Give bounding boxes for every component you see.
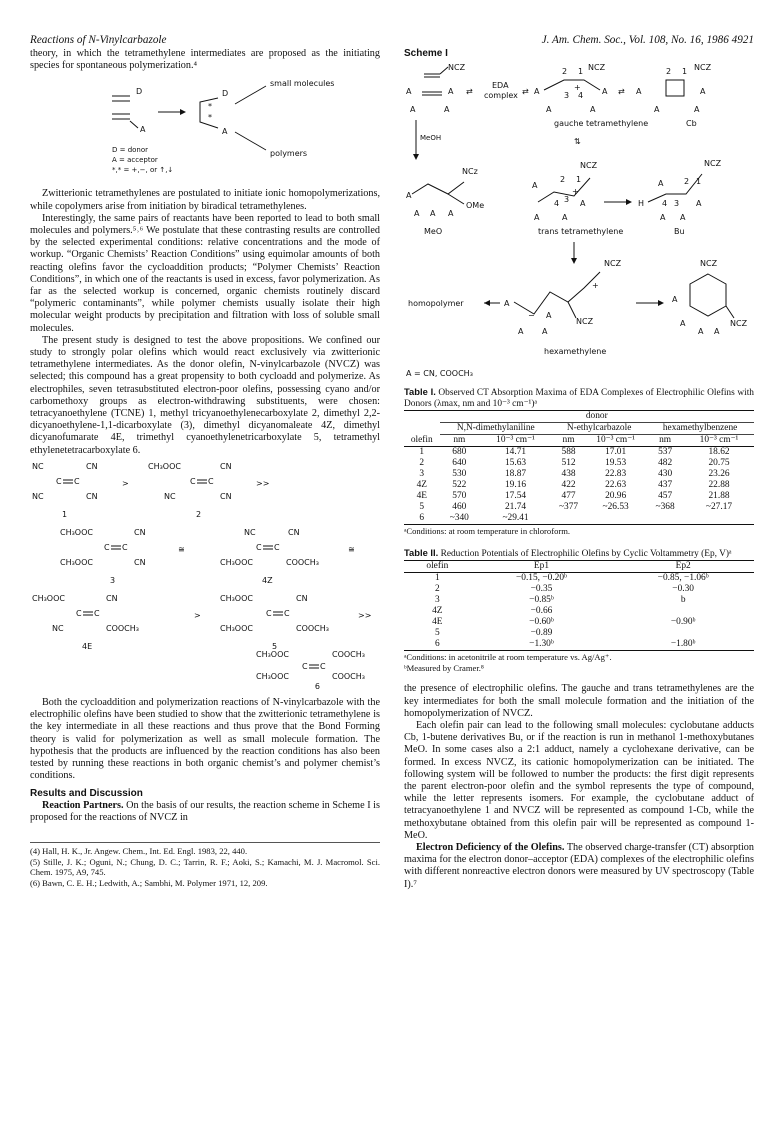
scheme-a-1: A <box>406 87 412 97</box>
s4z-c1: C <box>256 542 262 552</box>
cb-label: Cb <box>686 119 697 129</box>
table-2-olefin-cell: 5 <box>434 627 440 638</box>
hexa-plus: + <box>592 281 599 291</box>
table-1-note: ᵃConditions: at room temperature in chloroform. <box>404 526 571 537</box>
header-right: J. Am. Chem. Soc., Vol. 108, No. 16, 1986 4921 <box>541 34 754 46</box>
table-1-value-cell: ~377 <box>558 502 579 513</box>
s4e-ester-bot: COOCH₃ <box>106 623 139 633</box>
paragraph-present-study: The present study is designed to test the above propositions. We confined our study to strongly polar olefins which would react exclusively via zwitterionic tetramethylene intermediates. As the donor olefin, N-vinylcarbazole (NVCZ) was selected; this compound has a great propensity to both cycloadd and polymerize. As electrophiles, seven tetrasubstituted electron-poor olefins, possessing cyano and/or carbomethoxy groups as electron-withdrawing substituents, were chosen: tetracyanoethylene (TCNE) 1, methyl tricyanoethylenecarboxylate 2, dimethyl 2,2-dicyanoethylene-1,1-dicarboxylate (3), dimethyl dicyanomaleate 4Z, dimethyl dicyanofumarate 4E, trimethyl cyanoethylenetricarboxylate 5, tetramethyl ethylenetetracarboxylate 6. <box>30 334 380 456</box>
table-1-value-cell: 22.83 <box>605 469 627 480</box>
table-1-value-cell <box>552 513 585 525</box>
cb-a-br: A <box>694 105 700 115</box>
s2-cn-top: CN <box>220 461 232 471</box>
table-1-value-cell: 460 <box>452 502 467 513</box>
hexamethylene-label: hexamethylene <box>544 347 607 357</box>
eq-arrow-2: ⇄ <box>522 87 529 97</box>
tm-donor-label: D <box>222 89 229 99</box>
table-2-olefin-cell: 2 <box>434 583 440 594</box>
table-1-value-cell: 457 <box>658 491 673 502</box>
compound-2-label: 2 <box>196 509 202 519</box>
left-column <box>30 48 380 888</box>
table-2-value-cell: −0.90ᵇ <box>670 616 696 627</box>
s2-nc: NC <box>164 491 176 501</box>
s4z-ester-right: COOCH₃ <box>286 557 319 567</box>
table-1-row <box>404 458 754 469</box>
table-1-value-cell: 437 <box>658 480 673 491</box>
trans-a3: A <box>534 213 540 223</box>
s3-ester-bot: CH₃OOC <box>60 557 93 567</box>
table-2-label: Table II. <box>404 546 439 558</box>
star-1: * <box>208 102 212 112</box>
table-1-value-cell: 482 <box>658 458 673 469</box>
s4e-nc: NC <box>52 623 64 633</box>
legend-donor: D = donor <box>112 146 149 155</box>
star-2: * <box>208 113 212 123</box>
meo-a3: A <box>448 209 454 219</box>
scheme-1-diagram <box>404 62 754 380</box>
table-1-value-cell: 537 <box>658 447 673 458</box>
s4e-c2: C <box>94 608 100 618</box>
s3-cn-top: CN <box>134 527 146 537</box>
bu-label: Bu <box>674 227 685 237</box>
table-1-value-cell: 438 <box>561 469 576 480</box>
trans-a1: A <box>532 181 538 191</box>
table-1-donor-2: N-ethylcarbazole <box>552 423 646 435</box>
table-1-caption-text: Observed CT Absorption Maxima of EDA Complexes of Electrophilic Olefins with Donors (λmax, nm and 10⁻³ cm⁻¹)ᵃ <box>404 388 754 410</box>
table-1-value-cell <box>646 513 684 525</box>
paragraph-zwitterionic: Zwitterionic tetramethylenes are postulated to initiate ionic homopolymerizations, while copolymers arise from initiation by biradical tetramethylenes. <box>30 188 380 212</box>
table-1-value-cell: 640 <box>452 458 467 469</box>
table-1-olefin-cell: 4E <box>416 491 427 502</box>
table-2-row <box>404 639 754 651</box>
s6-c1: C <box>302 661 308 671</box>
legend-acceptor: A = acceptor <box>112 156 158 165</box>
eq-arrow-3: ⇄ <box>618 87 625 97</box>
table-1-value-cell: 19.53 <box>605 458 627 469</box>
trans-n3: 3 <box>564 195 570 205</box>
gtgt-2-3: >> <box>256 478 270 488</box>
reference-5: (5) Stille, J. K.; Oguni, N.; Chung, D. C.; Tarrin, R. F.; Aoki, S.; Kamachi, M. J. Macromol. Sci. Chem. 1975, A9, 745. <box>30 856 380 878</box>
s1-cn-top: CN <box>86 461 98 471</box>
cyc-ncz-top: NCZ <box>700 259 718 269</box>
polymers-label: polymers <box>270 149 308 159</box>
scheme-legend: A = CN, COOCH₃ <box>406 369 473 379</box>
paragraph-both: Both the cycloaddition and polymerization reactions of N-vinylcarbazole with the electrophilic olefins have been studied to show that the zwitterionic tetramethylene is the key intermediate in all these reactions and thus prove that the Bond Forming theory is valid for polymerization as well as small molecule formation. The hypothesis that the products are influenced by the reaction conditions has also been tested by running these reactions in both organic chemist’s and polymer chemist’s conditions. <box>30 697 380 782</box>
small-molecules-label: small molecules <box>270 79 335 89</box>
eq-arrow-1: ⇄ <box>466 87 473 97</box>
compound-6-label: 6 <box>314 681 320 691</box>
table-2-value-cell: b <box>680 594 686 605</box>
bu-a1: A <box>658 179 664 189</box>
table-1-value-cell: 570 <box>452 491 467 502</box>
meo-a2: A <box>414 209 420 219</box>
trans-a4: A <box>562 213 568 223</box>
table-1-nm-2: nm <box>562 435 575 446</box>
bu-n1: 1 <box>696 177 702 187</box>
s6-ester-br: COOCH₃ <box>332 671 365 681</box>
table-1-value-cell: 20.75 <box>708 458 730 469</box>
table-1-value-cell: 422 <box>561 480 576 491</box>
scheme-title: Scheme I <box>404 48 448 59</box>
table-1-olefin-cell: 2 <box>419 458 425 469</box>
table-1-row <box>404 502 754 513</box>
table-2-row <box>404 572 754 584</box>
table-1-donor-1: N,N-dimethylaniline <box>440 423 552 435</box>
s4z-c2: C <box>274 542 280 552</box>
s6-ester-bl: CH₃OOC <box>256 671 289 681</box>
intro-paragraph: theory, in which the tetramethylene intermediates are proposed as the initiating species for spontaneous polymerization.⁴ <box>30 48 380 72</box>
table-1-caption <box>404 386 754 410</box>
table-1-label: Table I. <box>404 386 436 398</box>
compound-3-label: 3 <box>110 575 116 585</box>
bond-forming-diagram <box>30 74 380 186</box>
table-1-value-cell: 477 <box>561 491 576 502</box>
table-1-value-cell: 19.16 <box>504 480 527 491</box>
table-1-value-cell: ~340 <box>449 513 469 524</box>
bu-n2: 2 <box>684 177 690 187</box>
gauche-a-left: A <box>534 87 540 97</box>
acceptor-label: A <box>140 125 146 135</box>
gauche-n3: 3 <box>564 91 570 101</box>
s5-c2: C <box>284 608 290 618</box>
header-left: Reactions of N-Vinylcarbazole <box>30 34 167 46</box>
gauche-label: gauche tetramethylene <box>554 119 649 129</box>
trans-plus: + <box>572 187 579 197</box>
table-2-value-cell: −1.80ᵇ <box>670 638 696 649</box>
s1-c1: C <box>56 476 62 486</box>
gauche-a-br: A <box>590 105 596 115</box>
bu-n3: 3 <box>674 199 680 209</box>
paragraph-each-olefin: Each olefin pair can lead to the following small molecules: cyclobutane adducts Cb, 1-butene derivatives Bu, or if the reaction is run in methanol 1-methoxybutanes MeO. In some cases also a 2:1 adduct, namely a cyclohexane derivative, can be formed. In excess NVCZ, its cationic homopolymerization can be initiated. The following system will be followed to number the products: the first digit represents the parent electron-poor olefin and the symbol represents the type of compound, while the letter represents isomers. For example, the cyclobutane adduct of tetracyanoethylene 1 and NVCZ will be represented as compound 1-Cb, while the methoxybutane obtained from this olefin pair will be represented as compound 1-MeO. <box>404 720 754 841</box>
s3-c2: C <box>122 542 128 552</box>
table-2-value-cell: −0.15, −0.20ᵇ <box>515 572 567 583</box>
gauche-a-bl: A <box>546 105 552 115</box>
cb-a-bl: A <box>654 105 660 115</box>
bu-h: H <box>638 199 645 209</box>
olefin-structures <box>30 459 380 681</box>
table-2 <box>404 560 754 651</box>
trans-n1: 1 <box>576 175 582 185</box>
paragraph-reaction-partners: On the basis of our results, the reaction scheme in Scheme I is proposed for the reactions of NVCZ in <box>30 799 380 823</box>
eq-arrow-vertical: ⇅ <box>574 137 581 147</box>
table-1-olefin-header: olefin <box>410 434 433 445</box>
table-1-value-cell: ~368 <box>655 502 675 513</box>
meo-a4: A <box>430 209 436 219</box>
tm-acceptor-label: A <box>222 127 228 137</box>
runin-electron-deficiency: Electron Deficiency of the Olefins. <box>416 842 565 854</box>
legend-charges: *,* = +,−, or ↑,↓ <box>112 166 174 175</box>
table-2-note-b: ᵇMeasured by Cramer.⁸ <box>404 663 484 674</box>
cb-a-left: A <box>636 87 642 97</box>
table-1-value-cell: 14.71 <box>504 447 527 458</box>
table-1-olefin-cell: 3 <box>419 469 425 480</box>
table-1-value-cell <box>585 513 646 525</box>
table-1-row <box>404 513 754 525</box>
table-2-ep1-header: Ep1 <box>533 560 550 571</box>
table-1-value-cell: 18.62 <box>708 447 730 458</box>
table-1-value-cell <box>684 513 754 525</box>
paragraph-electron-deficiency: The observed charge-transfer (CT) absorption maxima for the electron donor–acceptor (EDA) complexes of the electrophilic olefins with different nonreactive electron donors were measured by UV spectroscopy (Table I).⁷ <box>404 842 754 890</box>
table-1-value-cell: 15.63 <box>504 458 527 469</box>
table-2-caption <box>404 547 754 560</box>
table-2-olefin-cell: 3 <box>434 594 440 605</box>
table-1-nm-1: nm <box>453 435 466 446</box>
table-2-value-cell: −0.89 <box>530 627 553 638</box>
s3-c1: C <box>104 542 110 552</box>
scheme-a-2: A <box>448 87 454 97</box>
table-1-cm-2: 10⁻³ cm⁻¹ <box>596 435 635 446</box>
hexa-minus: − <box>528 311 535 321</box>
table-2-caption-text: Reduction Potentials of Electrophilic Olefins by Cyclic Voltammetry (Ep, V)ᵃ <box>438 548 732 559</box>
section-heading-results: Results and Discussion <box>30 787 143 799</box>
table-1 <box>404 410 754 525</box>
cyc-a2: A <box>680 319 686 329</box>
s3-cn-bot: CN <box>134 557 146 567</box>
trans-a2: A <box>580 199 586 209</box>
reference-4: (4) Hall, H. K., Jr. Angew. Chem., Int. Ed. Engl. 1983, 22, 440. <box>30 846 248 857</box>
table-2-row <box>404 595 754 606</box>
cb-n1: 1 <box>682 67 688 77</box>
s2-c2: C <box>208 476 214 486</box>
table-2-value-cell <box>612 628 754 639</box>
scheme-a-3: A <box>410 105 416 115</box>
table-1-value-cell: ~27.17 <box>705 502 733 513</box>
table-2-value-cell: −0.85ᵇ <box>529 594 554 605</box>
table-1-value-cell: 22.63 <box>605 480 627 491</box>
gauche-n1: 1 <box>578 67 584 77</box>
table-1-value-cell: 21.88 <box>708 491 730 502</box>
gauche-a-right: A <box>602 87 608 97</box>
s2-cn-bot: CN <box>220 491 232 501</box>
approx-4z-4e: ≅ <box>348 544 355 554</box>
complex-label: complex <box>484 91 518 101</box>
s5-ester-left: CH₃OOC <box>220 623 253 633</box>
table-1-row <box>404 480 754 491</box>
meo-label: MeO <box>424 227 443 237</box>
table-1-olefin-cell: 5 <box>419 502 425 513</box>
table-1-olefin-cell: 6 <box>419 513 425 524</box>
table-2-ep2-header: Ep2 <box>675 560 691 571</box>
table-1-olefin-cell: 4Z <box>416 480 427 491</box>
gauche-plus: + <box>574 83 581 93</box>
table-2-row <box>404 617 754 628</box>
s2-c1: C <box>190 476 196 486</box>
gauche-n2: 2 <box>562 67 568 77</box>
trans-n4: 4 <box>554 199 560 209</box>
table-1-value-cell: ~29.41 <box>502 513 529 524</box>
table-1-olefin-cell: 1 <box>419 447 425 458</box>
s5-c1: C <box>266 608 272 618</box>
s5-cn: CN <box>296 593 308 603</box>
s3-ester-top: CH₃OOC <box>60 527 93 537</box>
meo-a1: A <box>406 191 412 201</box>
bu-a3: A <box>660 213 666 223</box>
s1-nc-top: NC <box>32 461 44 471</box>
cb-a-right: A <box>700 87 706 97</box>
table-2-olefin-header: olefin <box>426 560 449 571</box>
table-1-value-cell: 17.01 <box>605 447 627 458</box>
bu-n4: 4 <box>662 199 668 209</box>
table-1-value-cell: 18.87 <box>504 469 527 480</box>
s4e-ester: CH₃OOC <box>32 593 65 603</box>
s6-ester-tl: CH₃OOC <box>256 649 289 659</box>
s4z-cn: CN <box>288 527 300 537</box>
table-2-olefin-cell: 1 <box>434 572 440 583</box>
table-1-value-cell: 22.88 <box>708 480 730 491</box>
table-2-row <box>404 584 754 595</box>
s2-ester: CH₃OOC <box>148 461 181 471</box>
table-1-value-cell: 23.26 <box>708 469 730 480</box>
s4z-ester-left: CH₃OOC <box>220 557 253 567</box>
s6-c2: C <box>320 661 326 671</box>
eda-label: EDA <box>492 81 509 91</box>
table-1-donor-3: hexamethylbenzene <box>646 423 754 435</box>
cyc-a3: A <box>698 327 704 337</box>
table-2-olefin-cell: 4Z <box>432 605 443 616</box>
s1-nc-bot: NC <box>32 491 44 501</box>
table-2-value-cell <box>612 606 754 617</box>
s5-ester-right: COOCH₃ <box>296 623 329 633</box>
table-1-cm-3: 10⁻³ cm⁻¹ <box>699 435 739 446</box>
s4e-c1: C <box>76 608 82 618</box>
table-1-value-cell: 21.74 <box>504 502 527 513</box>
bu-a2: A <box>696 199 702 209</box>
hexa-a-mid: A <box>546 311 552 321</box>
table-2-value-cell: −0.66 <box>530 605 553 616</box>
cyc-a1: A <box>672 295 678 305</box>
s6-ester-tr: COOCH₃ <box>332 649 365 659</box>
hexa-a-b1: A <box>518 327 524 337</box>
paragraph-interestingly: Interestingly, the same pairs of reactants have been reported to lead to both small molecules and polymers.⁵˒⁶ We postulate that these contrasting results are controlled by the selected experimental conditions: relative concentrations and the mode of workup. “Organic Chemists’ Reaction Conditions” using equimolar amounts of both reacting olefins favor the cycloaddition products; “Polymer Chemists’ Reaction Conditions”, in which one of the reactants is used in excess, favor polymerization. As far as the selected workup is concerned, organic chemists routinely discard “polymeric contaminants”, while polymer chemists usually isolate their high molecular weight products by precipitation and filtration with loss of soluble small molecules. <box>30 212 380 334</box>
trans-n2: 2 <box>560 175 566 185</box>
table-2-value-cell: −0.35 <box>530 583 553 594</box>
footnote-references <box>30 842 380 888</box>
table-1-value-cell: 530 <box>452 469 467 480</box>
cyc-a4: A <box>714 327 720 337</box>
gauche-ncz: NCZ <box>588 63 606 73</box>
table-2-olefin-cell: 4E <box>432 616 443 627</box>
table-1-nm-3: nm <box>659 435 672 446</box>
bu-ncz: NCZ <box>704 159 722 169</box>
table-2-note-a: ᵃConditions: in acetonitrile at room temperature vs. Ag/Ag⁺. <box>404 651 612 662</box>
gtgt-5-6: >> <box>358 610 372 620</box>
table-2-row <box>404 628 754 639</box>
table-2-value-cell: −0.85, −1.06ᵇ <box>657 572 709 583</box>
hexa-a-left: A <box>504 299 510 309</box>
scheme-ncz-1: NCZ <box>448 63 466 73</box>
trans-label: trans tetramethylene <box>538 227 624 237</box>
table-2-value-cell: −0.60ᵇ <box>529 616 554 627</box>
meo-ncz: NCz <box>462 167 478 177</box>
s5-ester-top: CH₃OOC <box>220 593 253 603</box>
cb-ncz: NCZ <box>694 63 712 73</box>
reference-6: (6) Bawn, C. E. H.; Ledwith, A.; Sambhi, M. Polymer 1971, 12, 209. <box>30 877 268 888</box>
table-1-value-cell: 17.54 <box>504 491 527 502</box>
table-1-row <box>404 469 754 480</box>
gt-4e-5: > <box>194 610 201 620</box>
s1-cn-bot: CN <box>86 491 98 501</box>
runin-reaction-partners: Reaction Partners. <box>42 799 124 811</box>
bu-a4: A <box>680 213 686 223</box>
gauche-n4: 4 <box>578 91 584 101</box>
meoh-label: MeOH <box>420 134 442 143</box>
paragraph-presence: the presence of electrophilic olefins. The gauche and trans tetramethylenes are the key intermediates for both the small molecule formation and the initiation of the homopolymerization of NVCZ. <box>404 683 754 719</box>
table-2-row <box>404 606 754 617</box>
gt-1-2: > <box>122 478 129 488</box>
table-1-value-cell: 680 <box>452 447 467 458</box>
table-1-cm-1: 10⁻³ cm⁻¹ <box>496 435 535 446</box>
s1-c2: C <box>74 476 80 486</box>
right-column <box>404 48 754 891</box>
compound-4z-label: 4Z <box>262 575 273 585</box>
compound-5-label: 5 <box>272 641 278 651</box>
compound-1-label: 1 <box>62 509 68 519</box>
cyc-ncz-bot: NCZ <box>730 319 748 329</box>
table-1-donor-header: donor <box>440 411 754 423</box>
table-1-value-cell: 512 <box>561 458 576 469</box>
hexa-ncz-bot: NCZ <box>576 317 594 327</box>
table-1-value-cell: ~26.53 <box>602 502 629 513</box>
table-2-value-cell: −0.30 <box>672 583 694 594</box>
table-2-olefin-cell: 6 <box>434 638 440 649</box>
table-1-row <box>404 447 754 459</box>
homopolymer-label: homopolymer <box>408 299 464 309</box>
table-1-value-cell: 522 <box>452 480 467 491</box>
approx-3-4z: ≅ <box>178 544 185 554</box>
table-1-value-cell: 430 <box>658 469 673 480</box>
table-1-value-cell: 588 <box>561 447 576 458</box>
s4z-nc: NC <box>244 527 256 537</box>
compound-4e-label: 4E <box>82 641 93 651</box>
table-1-value-cell: 20.96 <box>605 491 627 502</box>
trans-ncz: NCZ <box>580 161 598 171</box>
s4e-cn: CN <box>106 593 118 603</box>
scheme-a-4: A <box>444 105 450 115</box>
hexa-ncz-top: NCZ <box>604 259 622 269</box>
donor-label: D <box>136 87 143 97</box>
hexa-a-b2: A <box>542 327 548 337</box>
table-1-row <box>404 491 754 502</box>
meo-ome: OMe <box>466 201 485 211</box>
cb-n2: 2 <box>666 67 672 77</box>
table-2-value-cell: −1.30ᵇ <box>529 638 554 649</box>
